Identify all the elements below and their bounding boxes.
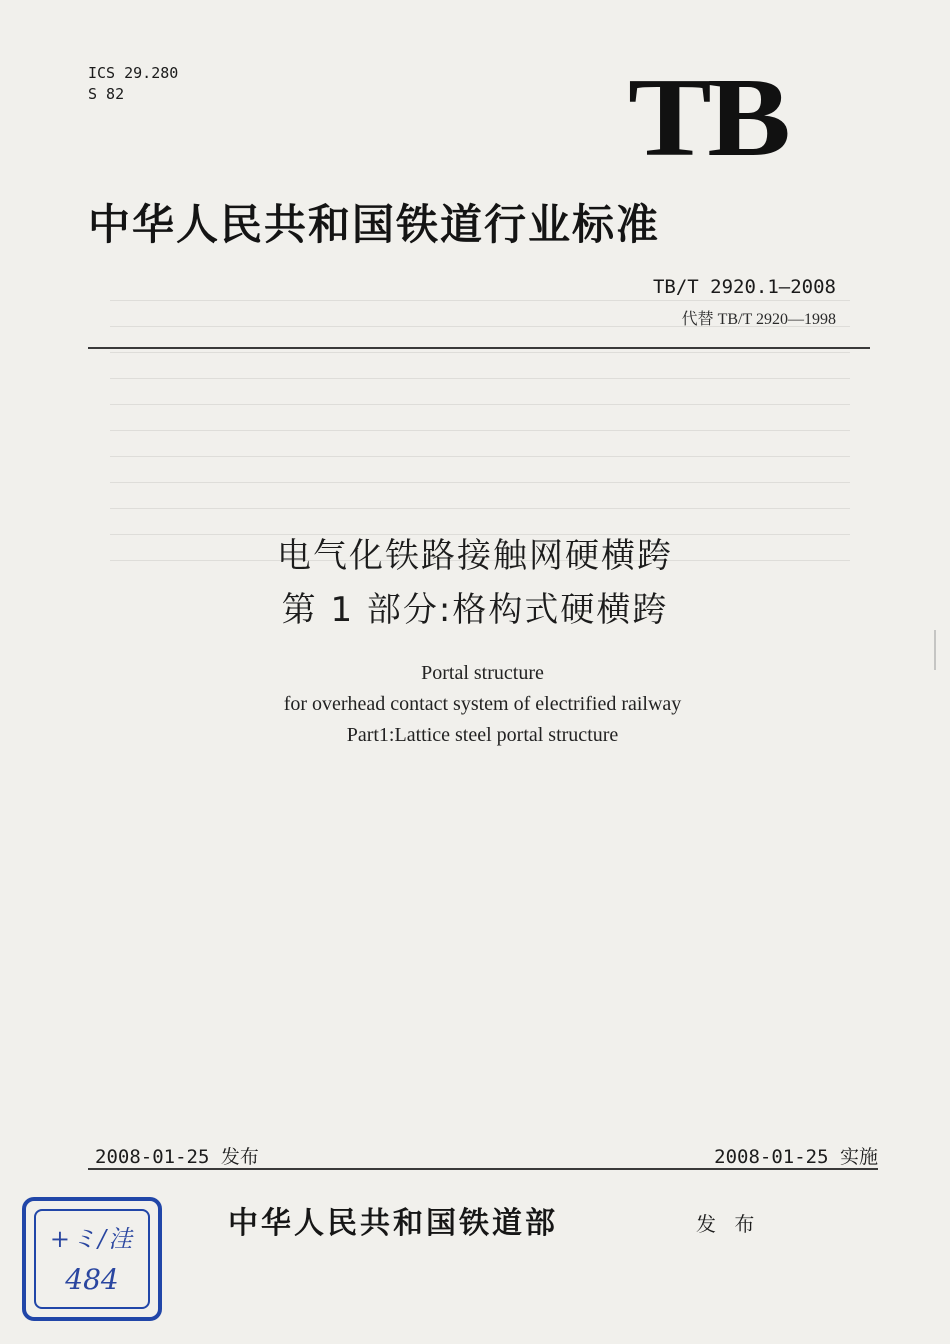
- footer-divider: [88, 1168, 878, 1170]
- classification-code: S 82: [88, 85, 125, 103]
- stamp-handwriting-line1: +ミ/洼: [49, 1225, 135, 1253]
- implementation-date: 2008-01-25 实施: [714, 1146, 878, 1168]
- replaces-standard: 代替 TB/T 2920—1998: [681, 311, 836, 328]
- cn-title-line2: 第 1 部分:格构式硬横跨: [281, 590, 669, 630]
- publisher-name: 中华人民共和国铁道部: [228, 1206, 558, 1241]
- standard-category-title: 中华人民共和国铁道行业标准: [88, 200, 661, 249]
- en-title-line3: Part1:Lattice steel portal structure: [346, 724, 619, 746]
- en-title-line2: for overhead contact system of electrified railway: [283, 693, 682, 715]
- library-stamp: [22, 1197, 162, 1321]
- tb-logo: TB: [628, 56, 787, 180]
- issue-date: 2008-01-25 发布: [95, 1146, 259, 1168]
- standard-number: TB/T 2920.1—2008: [652, 276, 836, 298]
- ics-code: ICS 29.280: [88, 64, 179, 82]
- header-divider: [88, 347, 870, 349]
- en-title-line1: Portal structure: [421, 662, 544, 684]
- cn-title-line1: 电气化铁路接触网硬横跨: [277, 536, 673, 576]
- publisher-suffix: 发 布: [696, 1212, 761, 1236]
- stamp-handwriting-number: 484: [65, 1263, 119, 1296]
